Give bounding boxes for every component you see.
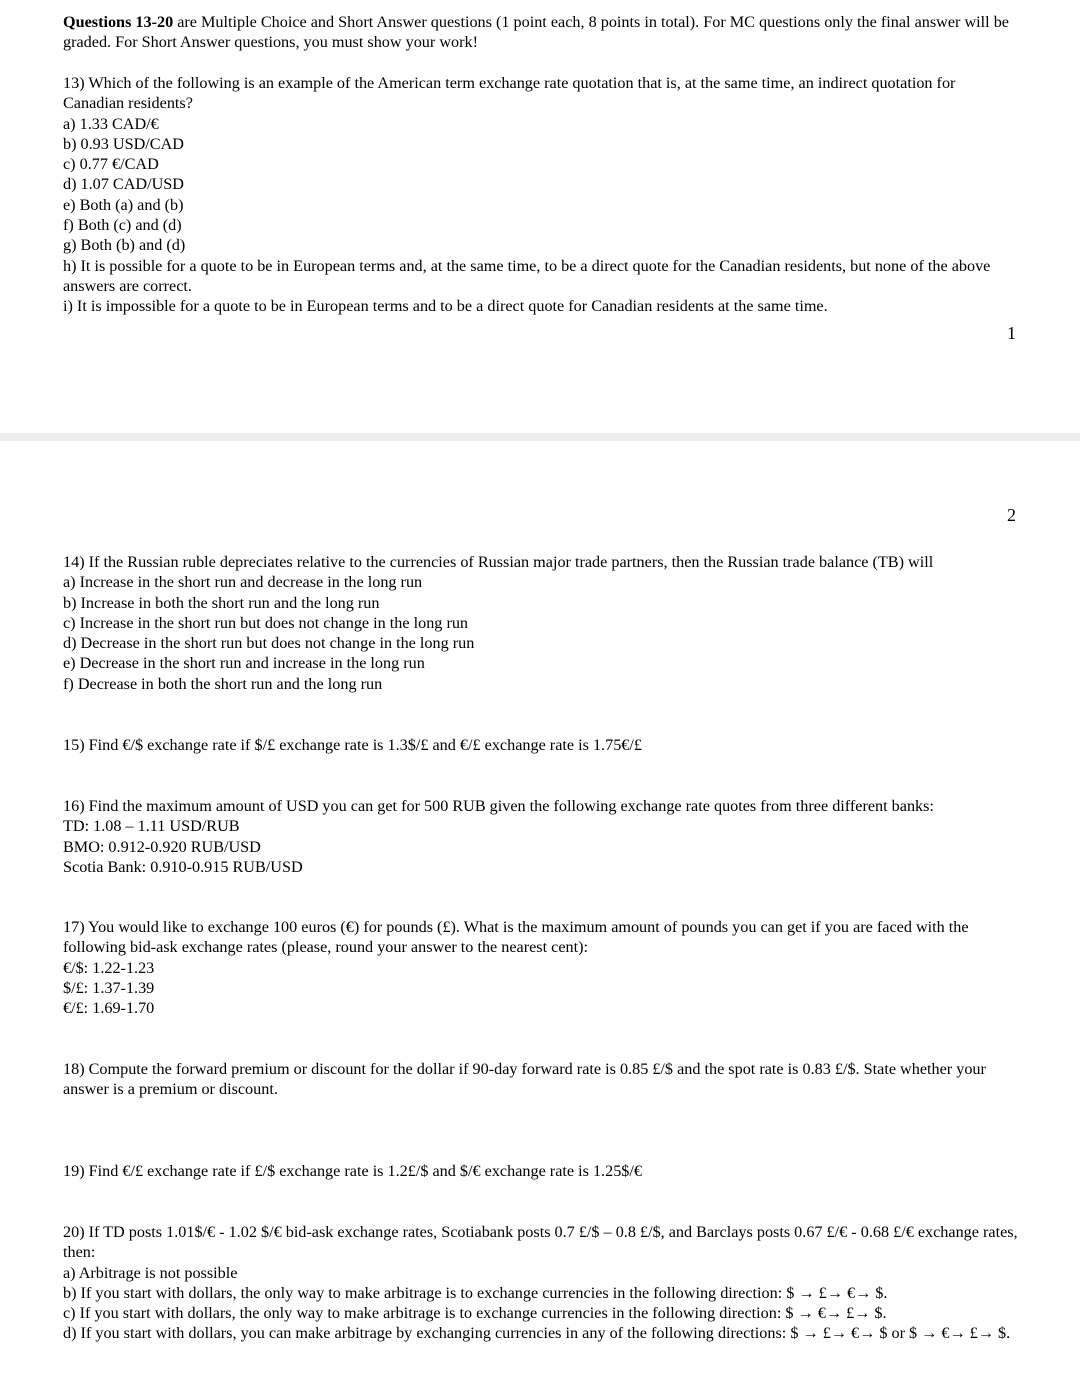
q14-option-f: f) Decrease in both the short run and the long run [63, 674, 383, 693]
q20-option-d: d) If you start with dollars, you can make arbitrage by exchanging currencies in any of the following directions: $ → £→ €→ $ or $ → €→ £→ $. [63, 1324, 1011, 1343]
q13-option-d: d) 1.07 CAD/USD [63, 175, 184, 194]
q13-option-a: a) 1.33 CAD/€ [63, 114, 159, 133]
intro-text: are Multiple Choice and Short Answer questions (1 point each, 8 points in total). For MC questions only the final answer will be graded. For Short Answer questions, you must show your work! [63, 13, 1009, 52]
q13-option-g: g) Both (b) and (d) [63, 236, 186, 255]
q14-option-d: d) Decrease in the short run but does not change in the long run [63, 634, 475, 653]
page-number-2: 2 [1007, 505, 1016, 525]
q13-prompt: 13) Which of the following is an example of the American term exchange rate quotation that is, at the same time, an indirect quotation for Canadian residents? [63, 74, 956, 113]
q18-prompt: 18) Compute the forward premium or discount for the dollar if 90-day forward rate is 0.85 £/$ and the spot rate is 0.83 £/$. State whether your answer is a premium or discount. [63, 1060, 986, 1099]
q13-option-f: f) Both (c) and (d) [63, 216, 182, 235]
q16-quote-td: TD: 1.08 – 1.11 USD/RUB [63, 817, 240, 836]
q16-prompt: 16) Find the maximum amount of USD you can get for 500 RUB given the following exchange rate quotes from three different banks: [63, 797, 934, 815]
q13-option-e: e) Both (a) and (b) [63, 195, 184, 214]
q16-quote-bmo: BMO: 0.912-0.920 RUB/USD [63, 837, 261, 856]
page-1 [0, 0, 1080, 433]
page-separator [0, 433, 1080, 441]
q17-rate-usd-gbp: $/£: 1.37-1.39 [63, 978, 155, 997]
q15-prompt: 15) Find €/$ exchange rate if $/£ exchange rate is 1.3$/£ and €/£ exchange rate is 1.75€/£ [63, 736, 642, 754]
question-17 [63, 917, 1018, 1018]
question-15 [63, 735, 1018, 755]
q19-prompt: 19) Find €/£ exchange rate if £/$ exchange rate is 1.2£/$ and $/€ exchange rate is 1.25$/€ [63, 1162, 642, 1180]
q13-option-h: h) It is possible for a quote to be in European terms and, at the same time, to be a direct quote for the Canadian residents, but none of the above answers are correct. [63, 256, 991, 295]
question-18 [63, 1059, 1018, 1100]
q14-prompt: 14) If the Russian ruble depreciates relative to the currencies of Russian major trade partners, then the Russian trade balance (TB) will [63, 553, 934, 571]
page-number-1: 1 [1007, 323, 1016, 343]
q20-option-a: a) Arbitrage is not possible [63, 1263, 238, 1282]
question-14 [63, 552, 1018, 694]
q20-option-b: b) If you start with dollars, the only way to make arbitrage is to exchange currencies in the following direction: $ → £→ €→ $. [63, 1283, 888, 1302]
q17-prompt: 17) You would like to exchange 100 euros (€) for pounds (£). What is the maximum amount of pounds you can get if you are faced with the following bid-ask exchange rates (please, round your answer to the nearest cent): [63, 918, 969, 957]
question-13 [63, 73, 1018, 317]
question-19 [63, 1161, 1018, 1181]
q14-option-b: b) Increase in both the short run and the long run [63, 593, 380, 612]
q14-option-a: a) Increase in the short run and decrease in the long run [63, 573, 423, 592]
q17-rate-eur-usd: €/$: 1.22-1.23 [63, 958, 155, 977]
q14-option-c: c) Increase in the short run but does not change in the long run [63, 613, 469, 632]
q20-option-c: c) If you start with dollars, the only way to make arbitrage is to exchange currencies in the following direction: $ → €→ £→ $. [63, 1304, 887, 1323]
page-2 [0, 441, 1080, 1380]
q14-option-e: e) Decrease in the short run and increase in the long run [63, 654, 425, 673]
q17-rate-eur-gbp: €/£: 1.69-1.70 [63, 999, 155, 1018]
intro-bold: Questions 13-20 [63, 13, 174, 31]
question-20 [63, 1222, 1018, 1344]
q20-prompt: 20) If TD posts 1.01$/€ - 1.02 $/€ bid-ask exchange rates, Scotiabank posts 0.7 £/$ – 0.8 £/$, and Barclays posts 0.67 £/€ - 0.68 £/€ exchange rates, then: [63, 1223, 1018, 1262]
intro-paragraph [63, 12, 1018, 53]
q13-option-c: c) 0.77 €/CAD [63, 155, 159, 174]
q13-option-i: i) It is impossible for a quote to be in European terms and to be a direct quote for Canadian residents at the same time. [63, 297, 828, 316]
q16-quote-scotia: Scotia Bank: 0.910-0.915 RUB/USD [63, 857, 303, 876]
q13-option-b: b) 0.93 USD/CAD [63, 134, 184, 153]
question-16 [63, 796, 1018, 877]
